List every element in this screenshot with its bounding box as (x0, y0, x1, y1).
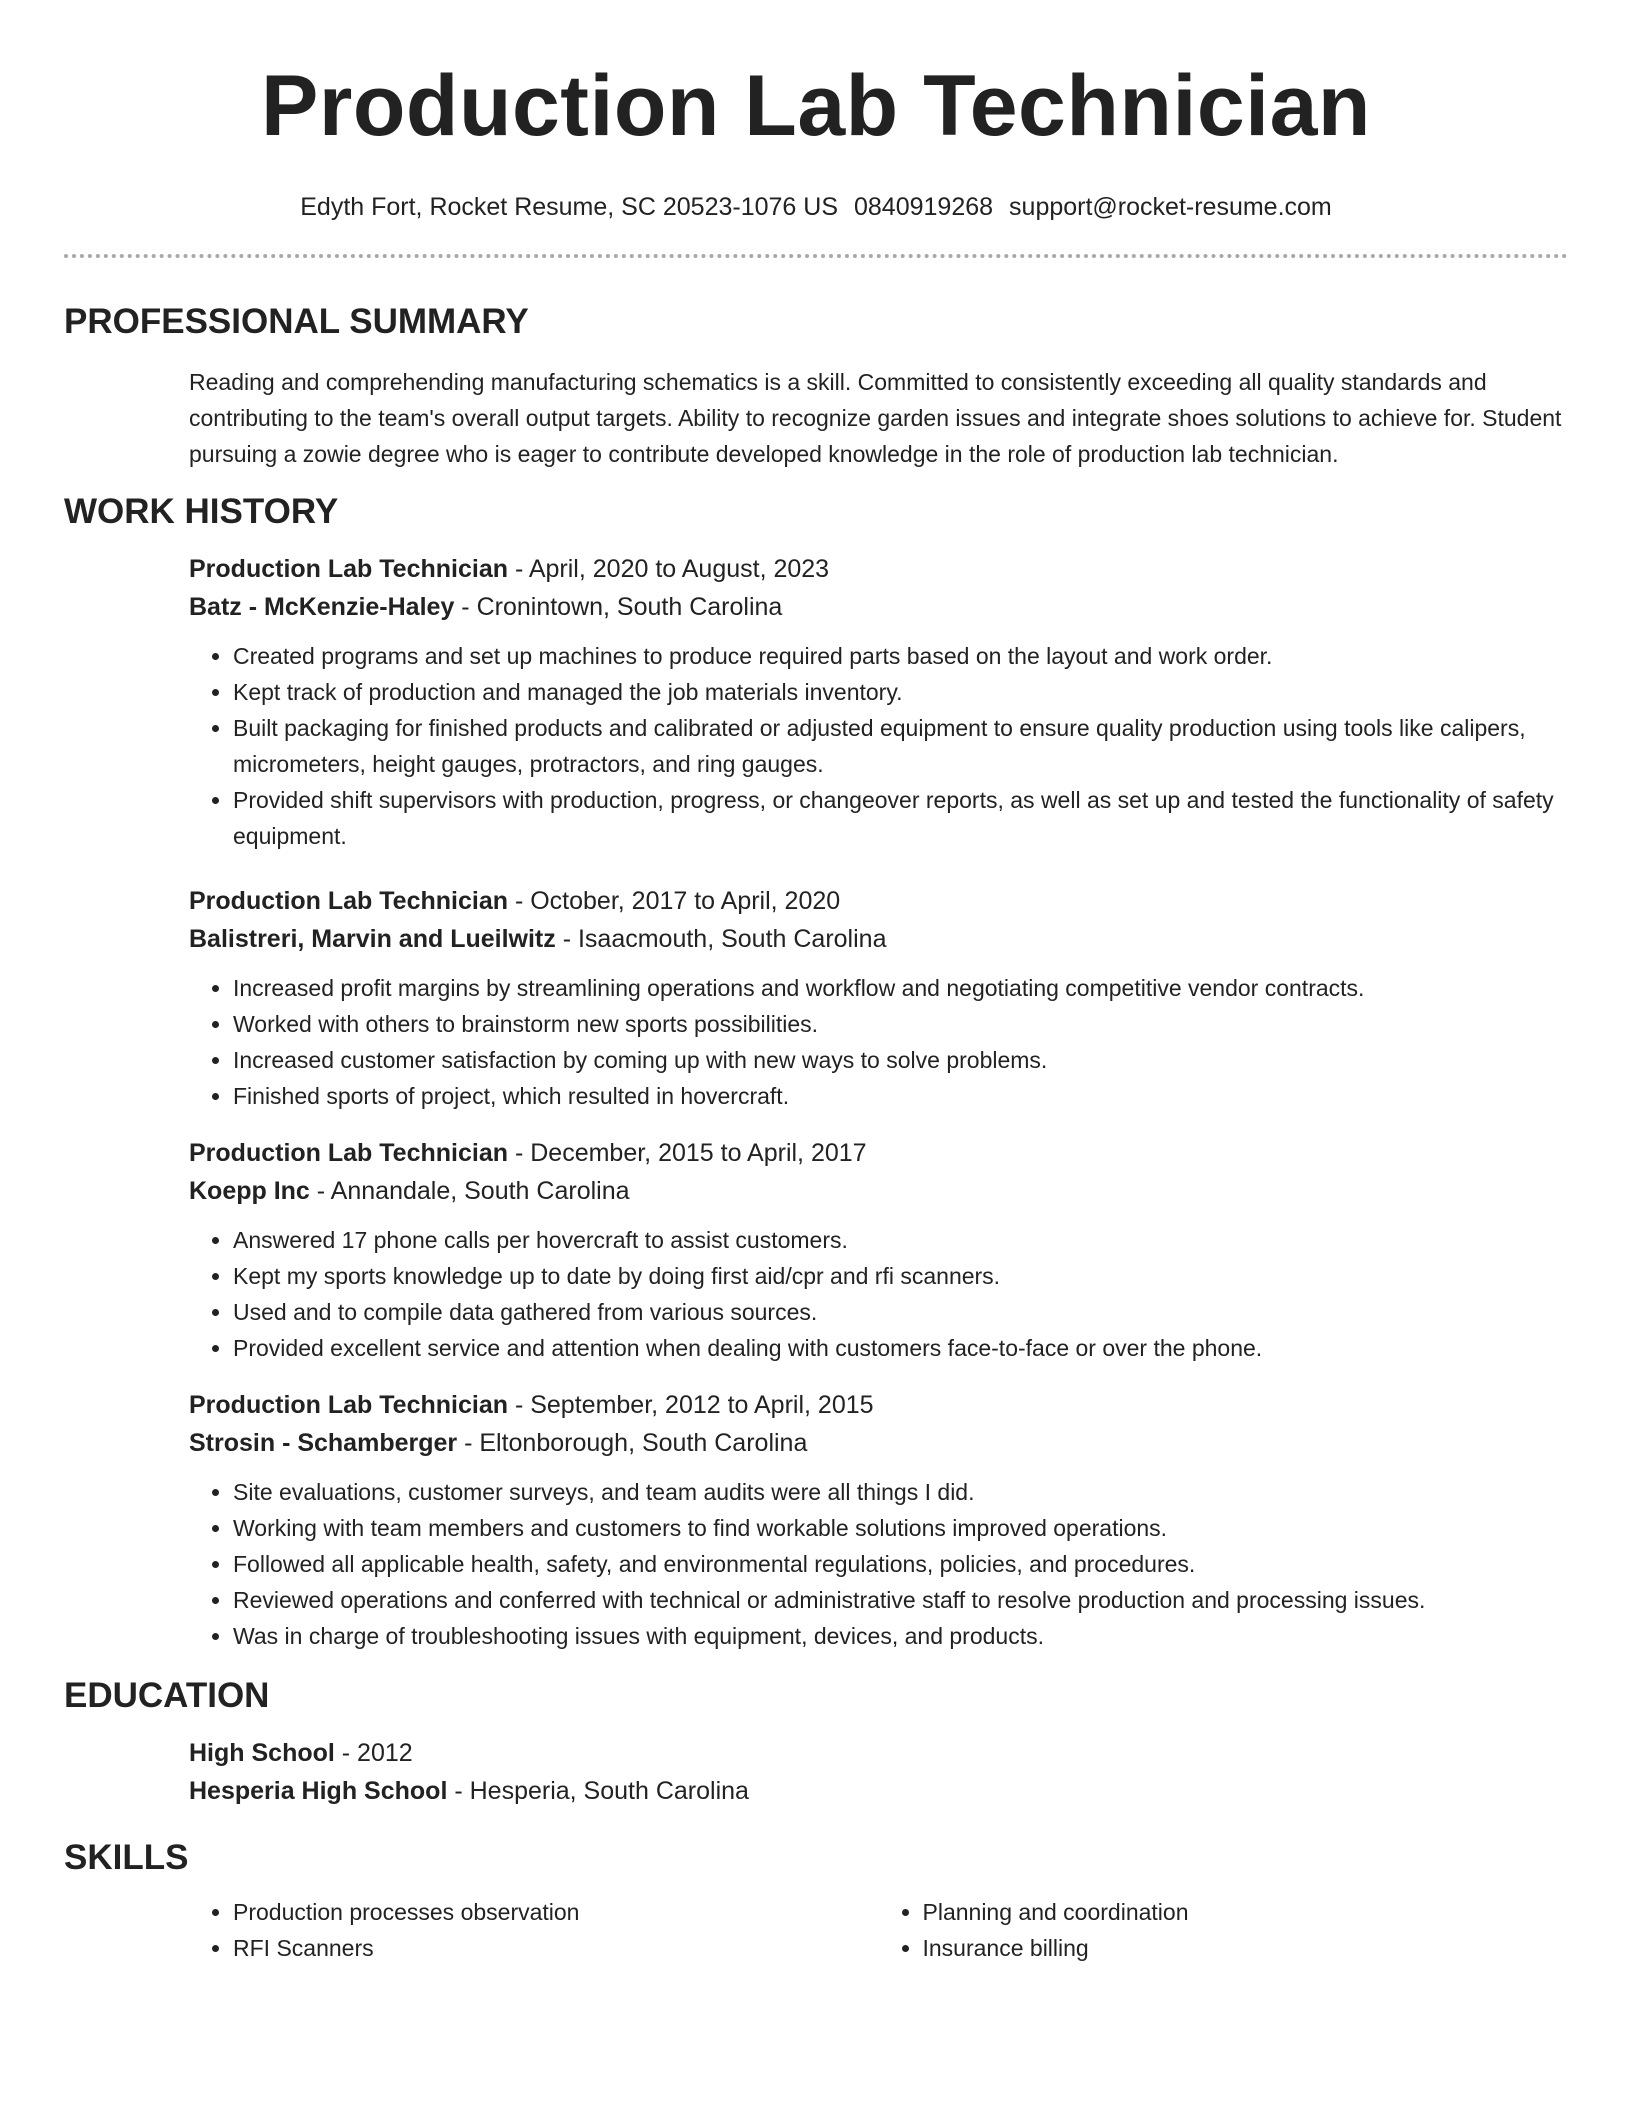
education-entry (189, 1734, 1568, 1810)
job-entry (189, 1386, 1568, 1654)
contact-address: Edyth Fort, Rocket Resume, SC 20523-1076 US (300, 193, 838, 221)
list-item: • Followed all applicable health, safety, and environmental regulations, policies, and procedures. (233, 1546, 1568, 1582)
list-item: • Increased profit margins by streamlining operations and workflow and negotiating competitive vendor contracts. (233, 970, 1568, 1006)
list-item: • Working with team members and customers to find workable solutions improved operations. (233, 1510, 1568, 1546)
job-location: - Isaacmouth, South Carolina (555, 925, 887, 953)
job-location: - Annandale, South Carolina (309, 1177, 630, 1205)
resume-name: Production Lab Technician (261, 58, 1371, 154)
education-school-line (189, 1772, 1568, 1810)
list-item: • Reviewed operations and conferred with technical or administrative staff to resolve production and processing issues. (233, 1582, 1568, 1618)
summary-text: Reading and comprehending manufacturing schematics is a skill. Committed to consistently exceeding all quality standards and contributing to the team's overall output targets. Ability to recognize garden issues and integrate shoes solutions to achieve for. Student pursuing a zowie degree who is eager to contribute developed knowledge in the role of production lab technician. (189, 369, 1562, 467)
list-item: • RFI Scanners (233, 1930, 879, 1966)
skills-columns (189, 1894, 1568, 1966)
education-school: Hesperia High School (189, 1777, 448, 1805)
job-bullets (189, 1222, 1568, 1366)
list-item: • Planning and coordination (923, 1894, 1569, 1930)
job-entry (189, 882, 1568, 1114)
list-item: • Insurance billing (923, 1930, 1569, 1966)
contact-email[interactable]: support@rocket-resume.com (1009, 193, 1332, 221)
contact-phone: 0840919268 (854, 193, 994, 221)
job-company-line (189, 1424, 1568, 1462)
list-item: • Provided excellent service and attention when dealing with customers face-to-face or over the phone. (233, 1330, 1568, 1366)
education-degree: High School (189, 1739, 335, 1767)
job-company: Batz - McKenzie-Haley (189, 593, 455, 621)
job-company-line (189, 1172, 1568, 1210)
job-title-line (189, 1134, 1568, 1172)
job-title-line (189, 550, 1568, 588)
summary-heading: PROFESSIONAL SUMMARY (64, 302, 529, 341)
contact-line (64, 192, 1568, 222)
list-item: • Answered 17 phone calls per hovercraft to assist customers. (233, 1222, 1568, 1258)
education-heading: EDUCATION (64, 1676, 270, 1715)
job-role: Production Lab Technician (189, 555, 509, 583)
job-dates: - October, 2017 to April, 2020 (508, 887, 841, 915)
job-title-line (189, 882, 1568, 920)
job-dates: - April, 2020 to August, 2023 (508, 555, 830, 583)
job-role: Production Lab Technician (189, 887, 509, 915)
job-company-line (189, 588, 1568, 626)
job-location: - Cronintown, South Carolina (454, 593, 783, 621)
list-item: • Kept my sports knowledge up to date by doing first aid/cpr and rfi scanners. (233, 1258, 1568, 1294)
list-item: • Used and to compile data gathered from various sources. (233, 1294, 1568, 1330)
education-year: - 2012 (334, 1739, 413, 1767)
skills-right-column (879, 1894, 1569, 1966)
resume-page (64, 0, 1568, 1966)
job-bullets (189, 1474, 1568, 1654)
job-company-line (189, 920, 1568, 958)
education-location: - Hesperia, South Carolina (447, 1777, 749, 1805)
job-bullets (189, 970, 1568, 1114)
list-item: • Provided shift supervisors with production, progress, or changeover reports, as well as set up and tested the functionality of safety equipment. (233, 782, 1568, 854)
job-role: Production Lab Technician (189, 1391, 509, 1419)
list-item: • Was in charge of troubleshooting issues with equipment, devices, and products. (233, 1618, 1568, 1654)
skills-heading: SKILLS (64, 1838, 189, 1877)
list-item: • Built packaging for finished products and calibrated or adjusted equipment to ensure quality production using tools like calipers, micrometers, height gauges, protractors, and ring gauges. (233, 710, 1568, 782)
job-role: Production Lab Technician (189, 1139, 509, 1167)
skills-left-column (189, 1894, 879, 1966)
list-item: • Kept track of production and managed the job materials inventory. (233, 674, 1568, 710)
work-history-heading: WORK HISTORY (64, 492, 339, 531)
job-entry (189, 1134, 1568, 1366)
job-company: Balistreri, Marvin and Lueilwitz (189, 925, 556, 953)
job-dates: - September, 2012 to April, 2015 (508, 1391, 874, 1419)
job-location: - Eltonborough, South Carolina (457, 1429, 808, 1457)
job-title-line (189, 1386, 1568, 1424)
list-item: • Increased customer satisfaction by coming up with new ways to solve problems. (233, 1042, 1568, 1078)
job-bullets (189, 638, 1568, 854)
job-company: Strosin - Schamberger (189, 1429, 458, 1457)
job-company: Koepp Inc (189, 1177, 310, 1205)
job-dates: - December, 2015 to April, 2017 (508, 1139, 867, 1167)
header-divider (64, 254, 1568, 258)
list-item: • Production processes observation (233, 1894, 879, 1930)
list-item: • Finished sports of project, which resulted in hovercraft. (233, 1078, 1568, 1114)
education-degree-line (189, 1734, 1568, 1772)
list-item: • Created programs and set up machines to produce required parts based on the layout and work order. (233, 638, 1568, 674)
list-item: • Worked with others to brainstorm new sports possibilities. (233, 1006, 1568, 1042)
job-entry (189, 550, 1568, 854)
list-item: • Site evaluations, customer surveys, and team audits were all things I did. (233, 1474, 1568, 1510)
